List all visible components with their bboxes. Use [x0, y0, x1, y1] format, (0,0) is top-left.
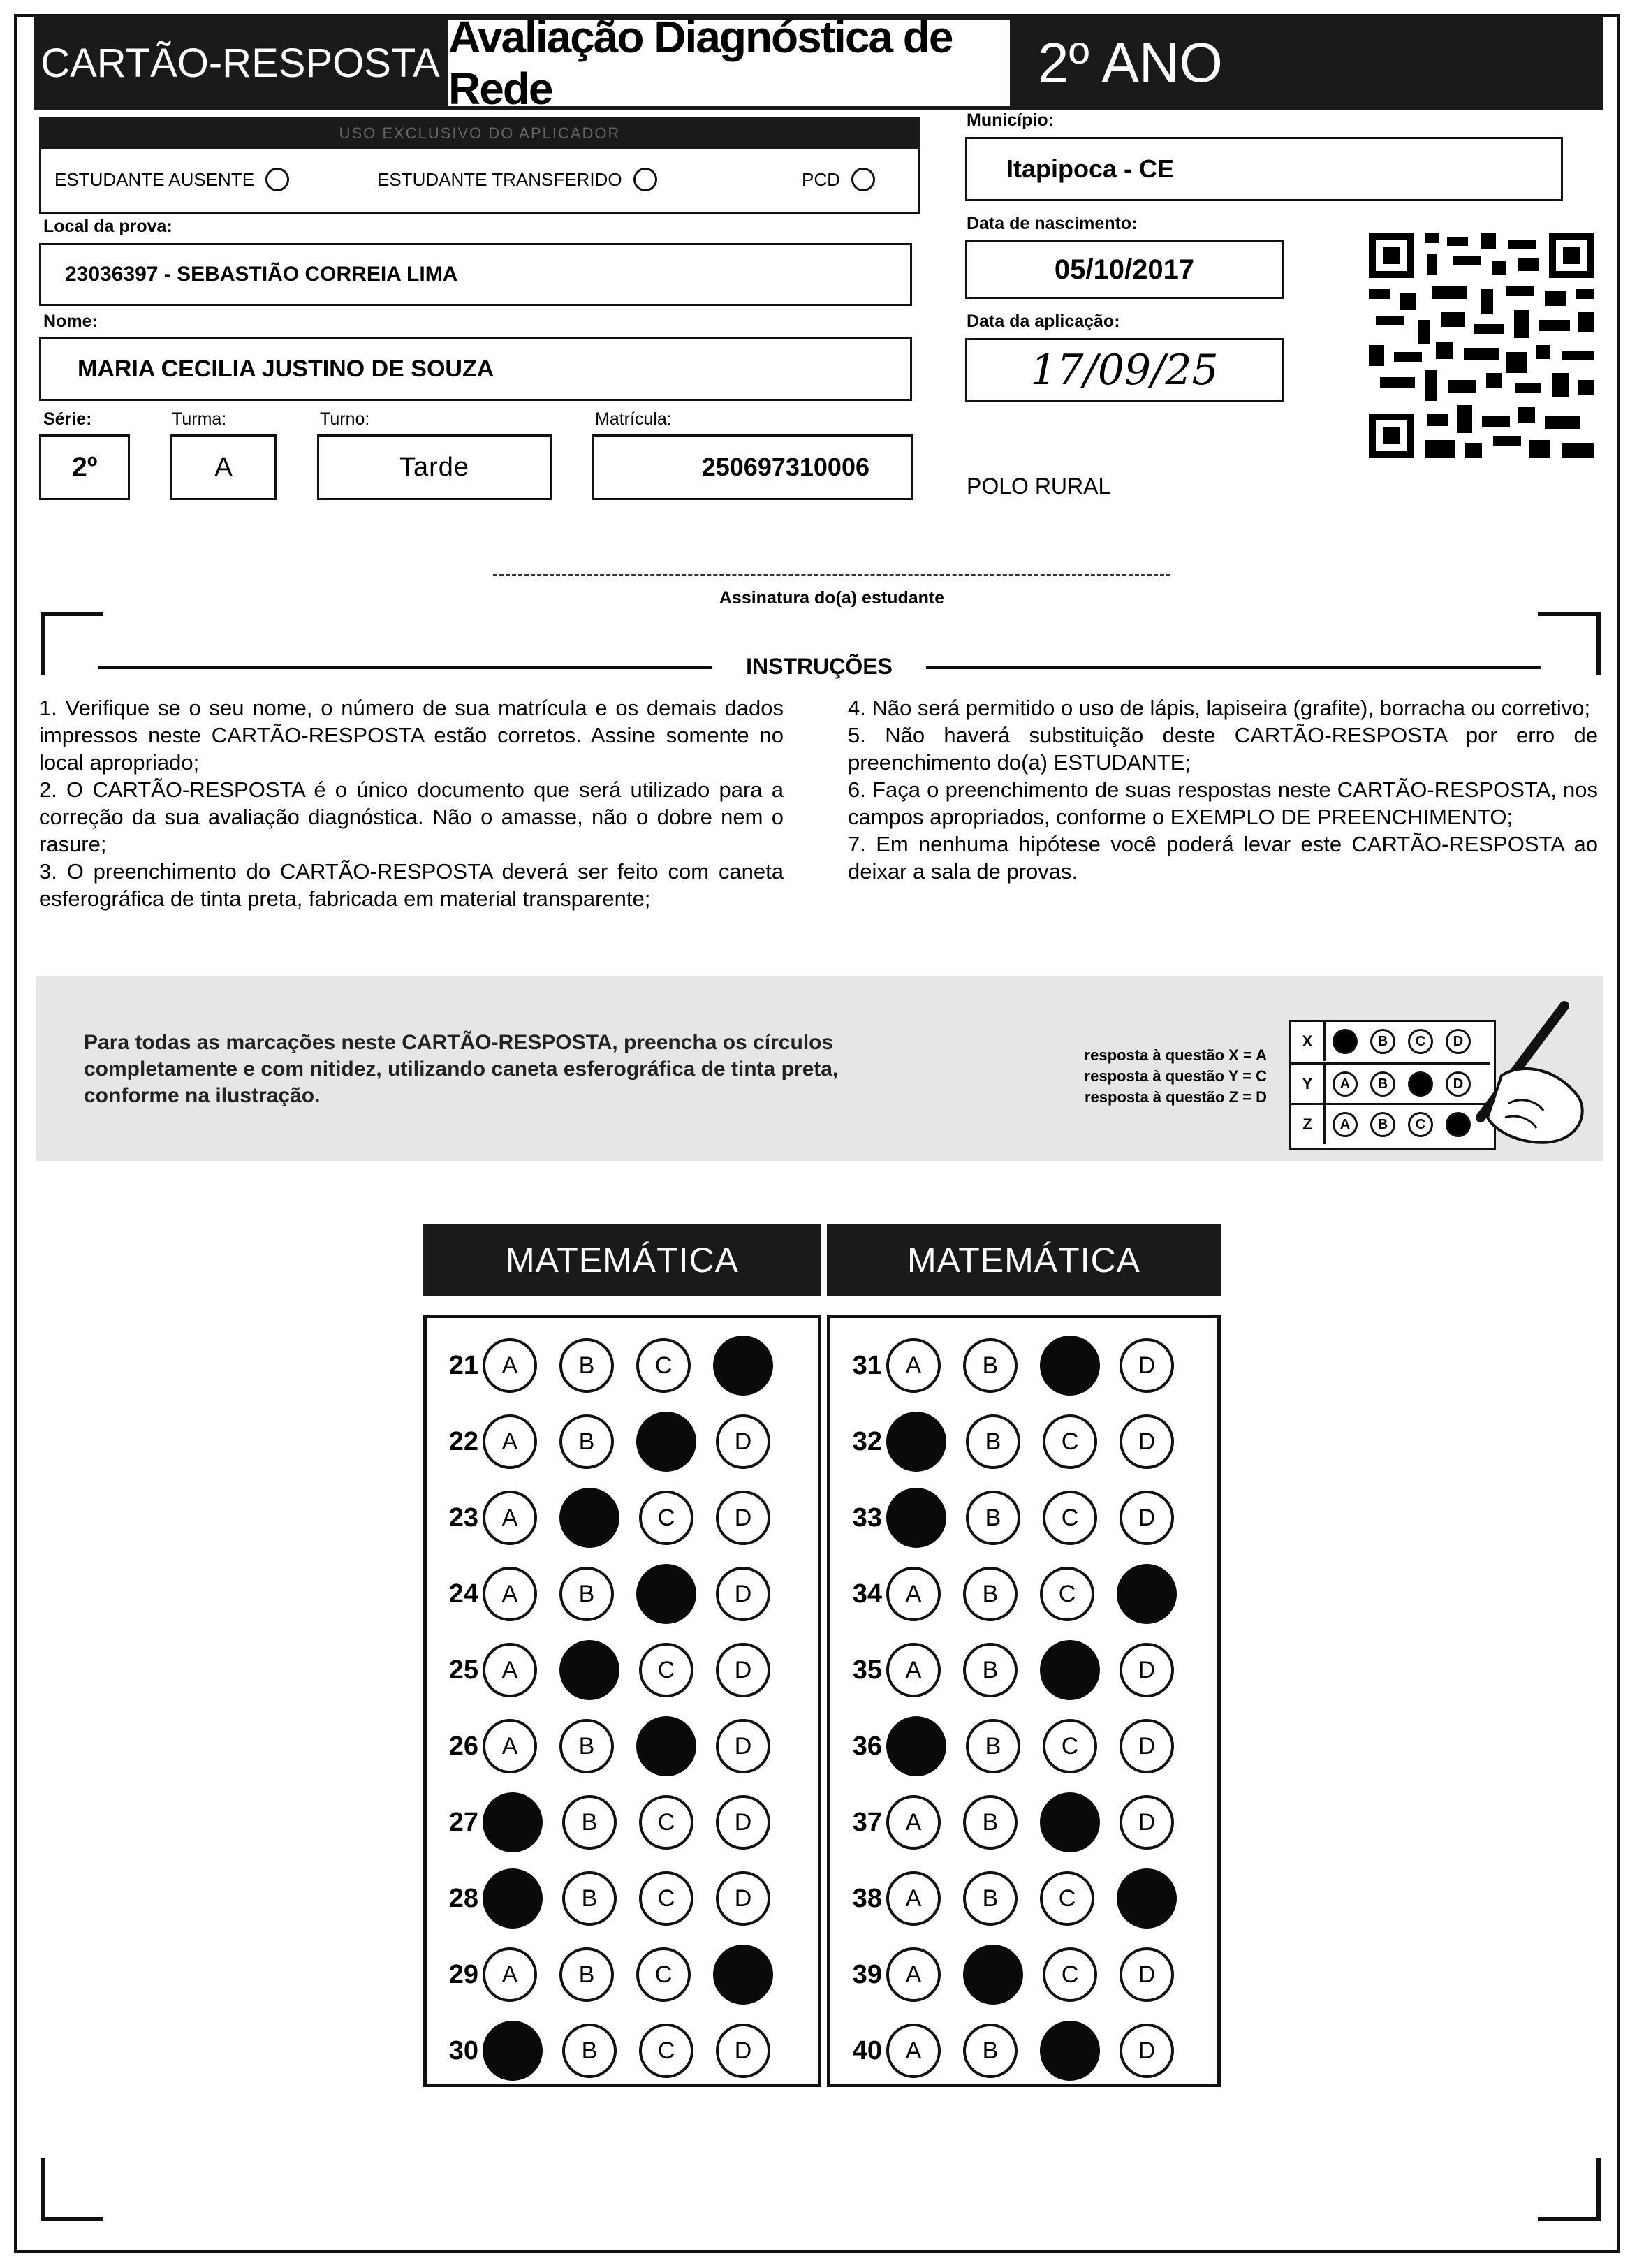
answer-bubble-d[interactable]	[713, 1945, 773, 2005]
answer-bubble-a[interactable]	[483, 2021, 543, 2081]
question-number: 38	[852, 1883, 882, 1913]
example-question-label: Y	[1291, 1065, 1326, 1104]
absent-option[interactable]	[54, 168, 289, 191]
answer-bubble-d[interactable]: D	[1120, 1414, 1174, 1469]
question-row	[434, 1335, 793, 1396]
answer-bubble-c[interactable]	[1040, 2021, 1100, 2081]
question-row	[837, 1563, 1196, 1625]
example-bubble-b: B	[1370, 1029, 1395, 1054]
example-legend	[1036, 1045, 1267, 1108]
question-row	[434, 1487, 793, 1549]
corner-mark-top-right	[1538, 612, 1601, 675]
answer-bubble-d[interactable]: D	[1120, 1795, 1174, 1850]
answer-bubble-c[interactable]: C	[636, 1338, 691, 1393]
example-text: Para todas as marcações neste CARTÃO-RESPOSTA, preencha os círculos completamente e com nitidez, utilizando caneta esferográfica de tinta preta, conforme na ilustração.	[84, 1031, 839, 1107]
answer-bubble-a[interactable]	[886, 1716, 946, 1776]
local-label: Local da prova:	[43, 217, 172, 236]
question-row	[434, 1868, 793, 1929]
question-row	[434, 1563, 793, 1625]
municipio-label: Município:	[967, 110, 1054, 130]
applicator-banner: USO EXCLUSIVO DO APLICADOR	[39, 117, 920, 149]
answer-bubble-b[interactable]: B	[562, 1795, 617, 1850]
example-legend-item: resposta à questão X = A	[1084, 1046, 1267, 1064]
answer-bubble-c[interactable]: C	[1043, 1414, 1097, 1469]
answer-bubble-b[interactable]: B	[559, 1719, 614, 1773]
question-row	[434, 1715, 793, 1777]
answer-bubble-b[interactable]: B	[963, 2024, 1018, 2078]
answer-bubble-b[interactable]: B	[963, 1795, 1018, 1850]
answer-bubble-b[interactable]: B	[966, 1719, 1020, 1773]
birthdate-field: 05/10/2017	[965, 240, 1284, 299]
answer-bubble-c[interactable]: C	[639, 1871, 693, 1926]
question-row	[837, 1639, 1196, 1701]
name-label: Nome:	[43, 312, 98, 331]
answer-bubble-a[interactable]	[886, 1488, 946, 1548]
pcd-option[interactable]	[802, 168, 875, 191]
answer-bubble-c[interactable]: C	[639, 1795, 693, 1850]
example-bubble-b: B	[1370, 1112, 1395, 1137]
answer-bubble-b[interactable]: B	[562, 2024, 617, 2078]
answer-bubble-a[interactable]: A	[483, 1643, 537, 1697]
answer-column-left	[423, 1315, 821, 2087]
answer-bubble-c[interactable]: C	[1040, 1871, 1094, 1926]
question-number: 36	[852, 1731, 882, 1761]
answer-bubble-c[interactable]: C	[636, 1947, 691, 2002]
answer-bubble-c[interactable]	[636, 1564, 696, 1624]
serie-field: 2º	[39, 434, 130, 500]
instructions-title: INSTRUÇÕES	[746, 654, 893, 679]
serie-label: Série:	[43, 409, 92, 429]
question-number: 39	[852, 1959, 882, 1989]
question-number: 30	[448, 2035, 478, 2065]
transferred-option[interactable]	[377, 168, 657, 191]
answer-bubble-d[interactable]	[713, 1336, 773, 1396]
answer-bubble-b[interactable]: B	[559, 1414, 614, 1469]
answer-bubble-d[interactable]: D	[1120, 1338, 1174, 1393]
corner-mark-top-left	[41, 612, 103, 675]
instruction-item: 4. Não será permitido o uso de lápis, lapiseira (grafite), borracha ou corretivo;	[848, 696, 1591, 720]
subject-header-left: MATEMÁTICA	[423, 1224, 821, 1296]
answer-bubble-a[interactable]: A	[483, 1414, 537, 1469]
question-number: 24	[448, 1579, 478, 1609]
example-bubble-c: C	[1408, 1029, 1433, 1054]
answer-bubble-a[interactable]: A	[483, 1947, 537, 2002]
question-row	[837, 1868, 1196, 1929]
answer-column-right	[827, 1315, 1221, 2087]
answer-bubble-a[interactable]	[886, 1412, 946, 1472]
question-number: 37	[852, 1807, 882, 1837]
answer-bubble-b[interactable]: B	[559, 1567, 614, 1621]
question-row	[434, 1944, 793, 2005]
transferred-label: ESTUDANTE TRANSFERIDO	[377, 168, 622, 190]
question-number: 32	[852, 1426, 882, 1456]
answer-bubble-a[interactable]: A	[886, 1338, 941, 1393]
example-bubble-d: D	[1446, 1071, 1471, 1097]
question-number: 22	[448, 1426, 478, 1456]
pen-hand-icon	[1439, 999, 1606, 1153]
answer-bubble-d[interactable]: D	[1120, 1719, 1174, 1773]
assessment-title: Avaliação Diagnóstica de Rede	[448, 20, 1010, 106]
answer-bubble-c[interactable]: C	[1043, 1719, 1097, 1773]
answer-bubble-a[interactable]: A	[886, 1643, 941, 1697]
question-number: 23	[448, 1502, 478, 1532]
example-question-label: Z	[1291, 1105, 1326, 1144]
turno-field: Tarde	[317, 434, 552, 500]
answer-bubble-a[interactable]	[483, 1868, 543, 1929]
answer-bubble-a[interactable]	[483, 1792, 543, 1852]
question-number: 34	[852, 1579, 882, 1609]
absent-checkbox[interactable]	[265, 168, 289, 191]
answer-bubble-a[interactable]: A	[886, 1795, 941, 1850]
answer-bubble-d[interactable]: D	[1120, 1643, 1174, 1697]
answer-bubble-a[interactable]: A	[483, 1719, 537, 1773]
qr-code-icon	[1369, 233, 1594, 458]
question-number: 31	[852, 1350, 882, 1380]
answer-bubble-b[interactable]: B	[963, 1338, 1018, 1393]
municipio-field: Itapipoca - CE	[965, 137, 1563, 201]
example-bubble-c: C	[1408, 1112, 1433, 1137]
example-bubble-a: A	[1333, 1071, 1358, 1097]
answer-bubble-b[interactable]: B	[963, 1871, 1018, 1926]
question-row	[434, 1639, 793, 1701]
answer-bubble-b[interactable]	[559, 1640, 619, 1700]
answer-bubble-c[interactable]: C	[639, 1643, 693, 1697]
answer-bubble-d[interactable]: D	[716, 1871, 770, 1926]
instructions-rule-left	[98, 666, 712, 669]
example-legend-item: resposta à questão Z = D	[1084, 1088, 1267, 1106]
question-row	[837, 1715, 1196, 1777]
answer-bubble-d[interactable]: D	[716, 1491, 770, 1545]
answer-bubble-a[interactable]: A	[483, 1491, 537, 1545]
application-date-label: Data da aplicação:	[967, 312, 1120, 331]
question-number: 27	[448, 1807, 478, 1837]
application-date-field[interactable]: 17/09/25	[965, 338, 1284, 402]
question-number: 29	[448, 1959, 478, 1989]
example-question-label: X	[1291, 1022, 1326, 1061]
answer-bubble-d[interactable]: D	[716, 1567, 770, 1621]
answer-bubble-c[interactable]: C	[1040, 1567, 1094, 1621]
instruction-item: 6. Faça o preenchimento de suas respostas neste CARTÃO-RESPOSTA, nos campos apropriados, conforme o EXEMPLO DE PREENCHIMENTO;	[848, 777, 1598, 829]
example-bubble-a	[1333, 1029, 1358, 1054]
answer-bubble-c[interactable]	[1040, 1336, 1100, 1396]
answer-bubble-c[interactable]: C	[639, 2024, 693, 2078]
question-number: 40	[852, 2035, 882, 2065]
answer-bubble-d[interactable]: D	[1120, 2024, 1174, 2078]
answer-bubble-a[interactable]: A	[483, 1338, 537, 1393]
example-bubble-d: D	[1446, 1029, 1471, 1054]
example-bubble-c	[1408, 1071, 1433, 1097]
name-field: MARIA CECILIA JUSTINO DE SOUZA	[39, 337, 912, 401]
answer-bubble-c[interactable]	[636, 1716, 696, 1776]
qr-code-graphic	[1369, 233, 1594, 458]
question-number: 35	[852, 1655, 882, 1685]
example-legend-item: resposta à questão Y = C	[1084, 1067, 1267, 1085]
answer-bubble-c[interactable]	[1040, 1640, 1100, 1700]
question-row	[837, 1411, 1196, 1472]
answer-bubble-d[interactable]: D	[716, 1795, 770, 1850]
example-bubble-b: B	[1370, 1071, 1395, 1097]
instructions-right-column	[848, 694, 1598, 885]
birthdate-label: Data de nascimento:	[967, 214, 1138, 233]
question-row	[434, 2020, 793, 2082]
matricula-field: 250697310006	[592, 434, 913, 500]
grade-badge: 2º ANO	[1038, 31, 1223, 94]
answer-bubble-c[interactable]	[1040, 1792, 1100, 1852]
answer-bubble-a[interactable]: A	[886, 1947, 941, 2002]
question-row	[434, 1411, 793, 1472]
turma-label: Turma:	[172, 409, 227, 429]
question-number: 33	[852, 1502, 882, 1532]
pcd-label: PCD	[802, 168, 840, 190]
instruction-item: 5. Não haverá substituição deste CARTÃO-RESPOSTA por erro de preenchimento do(a) ESTUDANTE;	[848, 723, 1598, 775]
signature-line[interactable]	[493, 574, 1170, 576]
question-row	[837, 1944, 1196, 2005]
answer-bubble-b[interactable]: B	[963, 1567, 1018, 1621]
question-row	[837, 1792, 1196, 1853]
polo-label: POLO RURAL	[967, 474, 1111, 499]
answer-bubble-d[interactable]: D	[716, 1643, 770, 1697]
answer-bubble-c[interactable]: C	[1043, 1491, 1097, 1545]
answer-bubble-b[interactable]: B	[562, 1871, 617, 1926]
subject-header-right: MATEMÁTICA	[827, 1224, 1221, 1296]
answer-bubble-c[interactable]: C	[1043, 1947, 1097, 2002]
question-row	[837, 2020, 1196, 2082]
answer-bubble-a[interactable]: A	[886, 2024, 941, 2078]
answer-bubble-b[interactable]: B	[963, 1643, 1018, 1697]
answer-bubble-a[interactable]: A	[886, 1871, 941, 1926]
transferred-checkbox[interactable]	[633, 168, 657, 191]
answer-bubble-b[interactable]	[963, 1945, 1023, 2005]
question-number: 25	[448, 1655, 478, 1685]
answer-bubble-c[interactable]	[636, 1412, 696, 1472]
sheet-title: CARTÃO-RESPOSTA	[41, 40, 440, 86]
absent-label: ESTUDANTE AUSENTE	[54, 168, 255, 190]
answer-bubble-d[interactable]: D	[716, 1414, 770, 1469]
answer-bubble-a[interactable]: A	[886, 1567, 941, 1621]
answer-bubble-d[interactable]: D	[716, 2024, 770, 2078]
instruction-item: 2. O CARTÃO-RESPOSTA é o único documento que será utilizado para a correção da sua avaliação diagnóstica. Não o amasse, não o dobre nem o rasure;	[39, 777, 784, 856]
matricula-label: Matrícula:	[595, 409, 672, 429]
question-row	[837, 1487, 1196, 1549]
turno-label: Turno:	[320, 409, 370, 429]
answer-bubble-c[interactable]: C	[639, 1491, 693, 1545]
question-row	[837, 1335, 1196, 1396]
instruction-item: 3. O preenchimento do CARTÃO-RESPOSTA deverá ser feito com caneta esferográfica de tinta preta, fabricada em material transparente;	[39, 859, 784, 911]
turma-field: A	[170, 434, 277, 500]
answer-bubble-b[interactable]: B	[966, 1491, 1020, 1545]
corner-mark-bottom-right	[1538, 2158, 1601, 2221]
example-bubble-a: A	[1333, 1112, 1358, 1137]
corner-mark-bottom-left	[41, 2158, 103, 2221]
question-number: 21	[448, 1350, 478, 1380]
answer-bubble-d[interactable]: D	[1120, 1947, 1174, 2002]
answer-bubble-d[interactable]: D	[1120, 1491, 1174, 1545]
answer-bubble-b[interactable]: B	[966, 1414, 1020, 1469]
answer-bubble-d[interactable]	[1117, 1564, 1177, 1624]
answer-bubble-b[interactable]	[559, 1488, 619, 1548]
instructions-left-column	[39, 694, 784, 912]
question-row	[434, 1792, 793, 1853]
local-field: 23036397 - SEBASTIÃO CORREIA LIMA	[39, 243, 912, 306]
question-number: 28	[448, 1883, 478, 1913]
instruction-item: 7. Em nenhuma hipótese você poderá levar este CARTÃO-RESPOSTA ao deixar a sala de provas.	[848, 832, 1598, 884]
signature-label: Assinatura do(a) estudante	[719, 588, 945, 608]
instruction-item: 1. Verifique se o seu nome, o número de sua matrícula e os demais dados impressos neste CARTÃO-RESPOSTA estão corretos. Assine somente no local apropriado;	[39, 696, 784, 775]
question-number: 26	[448, 1731, 478, 1761]
instructions-rule-right	[926, 666, 1541, 669]
answer-bubble-b[interactable]: B	[559, 1947, 614, 2002]
pcd-checkbox[interactable]	[851, 168, 875, 191]
answer-bubble-b[interactable]: B	[559, 1338, 614, 1393]
answer-bubble-d[interactable]	[1117, 1868, 1177, 1929]
answer-bubble-d[interactable]: D	[716, 1719, 770, 1773]
answer-bubble-a[interactable]: A	[483, 1567, 537, 1621]
